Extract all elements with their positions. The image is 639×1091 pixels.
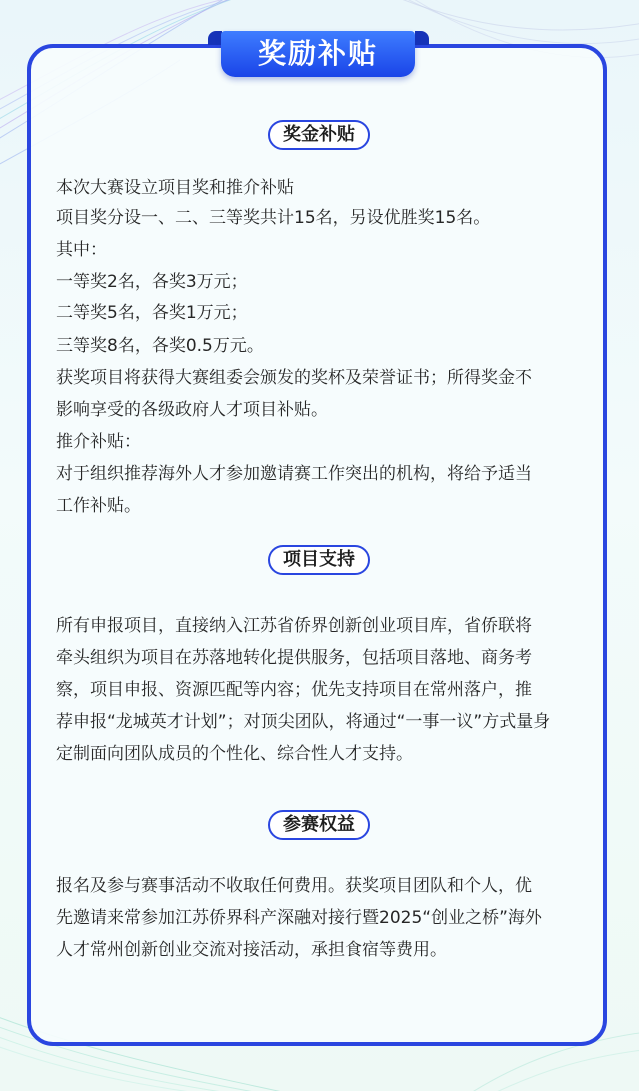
- section-heading-prize-subsidy: 奖金补贴: [268, 120, 370, 150]
- paragraph-line: 察，项目申报、资源匹配等内容；优先支持项目在常州落户，推: [56, 680, 532, 700]
- paragraph-line: 推介补贴：: [56, 432, 141, 452]
- paragraph-line: 牵头组织为项目在苏落地转化提供服务，包括项目落地、商务考: [56, 648, 532, 668]
- paragraph-line: 本次大赛设立项目奖和推介补贴: [56, 178, 294, 198]
- paragraph-line: 所有申报项目，直接纳入江苏省侨界创新创业项目库，省侨联将: [56, 616, 532, 636]
- paragraph-line: 定制面向团队成员的个性化、综合性人才支持。: [56, 744, 413, 764]
- paragraph-line: 先邀请来常参加江苏侨界科产深融对接行暨2025“创业之桥”海外: [56, 908, 542, 928]
- paragraph-line: 二等奖5名，各奖1万元；: [56, 303, 248, 323]
- banner-tab-left: [208, 31, 222, 45]
- paragraph-line: 其中：: [56, 240, 107, 260]
- paragraph-line: 对于组织推荐海外人才参加邀请赛工作突出的机构，将给予适当: [56, 464, 532, 484]
- section-heading-project-support: 项目支持: [268, 545, 370, 575]
- paragraph-line: 荐申报“龙城英才计划”；对顶尖团队，将通过“一事一议”方式量身: [56, 712, 551, 732]
- paragraph-line: 获奖项目将获得大赛组委会颁发的奖杯及荣誉证书；所得奖金不: [56, 368, 532, 388]
- paragraph-line: 报名及参与赛事活动不收取任何费用。获奖项目团队和个人，优: [56, 876, 532, 896]
- paragraph-line: 影响享受的各级政府人才项目补贴。: [56, 400, 328, 420]
- paragraph-line: 人才常州创新创业交流对接活动，承担食宿等费用。: [56, 940, 447, 960]
- paragraph-line: 项目奖分设一、二、三等奖共计15名，另设优胜奖15名。: [56, 208, 491, 228]
- paragraph-line: 一等奖2名，各奖3万元；: [56, 272, 248, 292]
- page-title-banner: 奖励补贴: [221, 31, 415, 77]
- paragraph-line: 工作补贴。: [56, 496, 141, 516]
- banner-tab-right: [415, 31, 429, 45]
- section-heading-participant-benefits: 参赛权益: [268, 810, 370, 840]
- paragraph-line: 三等奖8名，各奖0.5万元。: [56, 336, 264, 356]
